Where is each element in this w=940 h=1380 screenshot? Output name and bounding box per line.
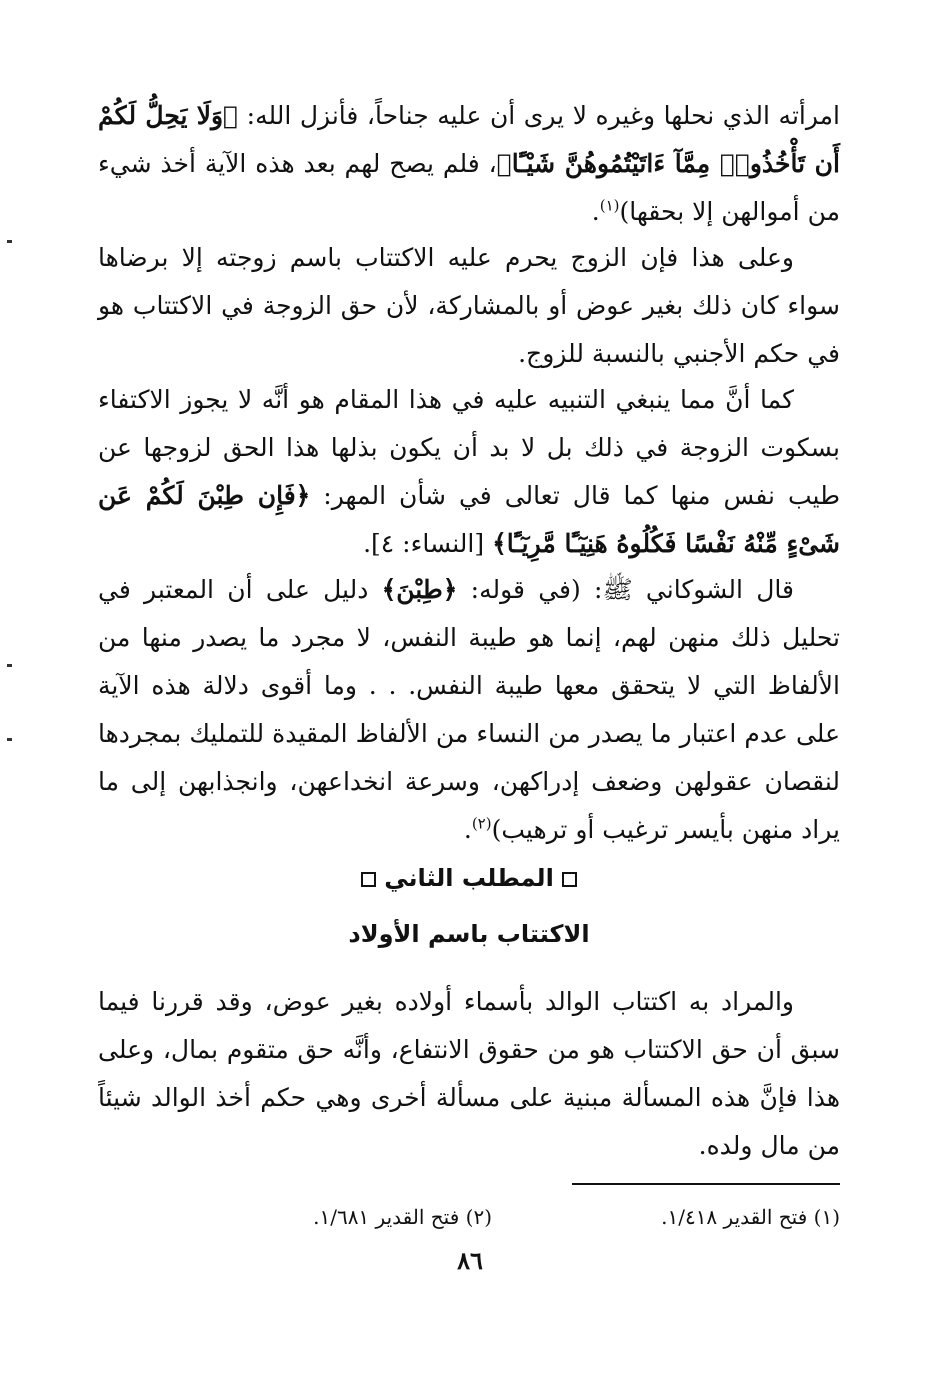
margin-mark <box>7 738 12 741</box>
paragraph-1-text-cont: ، فلم يصح لهم بعد هذه الآية أخذ شيء من أموالهن إلا بحقها) <box>98 149 840 226</box>
paragraph-1-text: امرأته الذي نحلها وغيره لا يرى أن عليه جناحاً، فأنزل الله: <box>238 101 840 130</box>
quran-verse: ﴿فَإِن طِبْنَ لَكُمْ عَن شَىْءٍ مِّنْهُ نَفْسًا فَكُلُوهُ هَنِيٓـًٔا مَّرِيٓـًٔا﴾ <box>98 481 840 558</box>
section-heading <box>98 858 840 898</box>
footnote-ref-2: (٢) <box>471 814 492 833</box>
paragraph-4-text-cont: دليل على أن المعتبر في تحليل ذلك منهن لهم، إنما هو طيبة النفس، لا مجرد ما يصدر منها من الألفاظ التي لا يتحقق معها طيبة النفس. . . وما أقوى دلالة هذه الآية على عدم اعتبار ما يصدر من النساء من الألفاظ المقيدة للتمليك بمجردها لنقصان عقولهن وضعف إدراكهن، وسرعة انخداعهن، وانجذابهن إلى ما يراد منهن بأيسر ترغيب أو ترهيب) <box>98 575 840 844</box>
box-marker-icon <box>562 872 577 887</box>
footnote-divider <box>572 1183 840 1185</box>
footnote-2: (٢) فتح القدير ١/٦٨١. <box>313 1205 492 1229</box>
paragraph-5-text: والمراد به اكتتاب الوالد بأسماء أولاده بغير عوض، وقد قررنا فيما سبق أن حق الاكتتاب هو من حقوق الانتفاع، وأنَّه حق متقوم بمال، وعلى هذا فإنَّ هذه المسألة مبنية على مسألة أخرى وهي حكم أخذ الوالد شيئاً من مال ولده. <box>98 987 840 1160</box>
paragraph-3-text: كما أنَّ مما ينبغي التنبيه عليه في هذا المقام هو أنَّه لا يجوز الاكتفاء بسكوت الزوجة في ذلك بل لا بد أن يكون بذلها هذا الحق لزوجها عن طيب نفس منها كما قال تعالى في شأن المهر: <box>98 385 840 510</box>
paragraph-3 <box>98 376 840 568</box>
paragraph-2 <box>98 234 840 378</box>
paragraph-4 <box>98 566 840 854</box>
paragraph-2-text: وعلى هذا فإن الزوج يحرم عليه الاكتتاب باسم زوجته إلا برضاها سواء كان ذلك بغير عوض أو بالمشاركة، لأن حق الزوجة في الاكتتاب هو في حكم الأجنبي بالنسبة للزوج. <box>98 243 840 368</box>
paragraph-4-end: . <box>463 815 472 844</box>
paragraph-1-end: . <box>591 197 600 226</box>
margin-mark <box>7 664 12 667</box>
quran-word: ﴿طِبْنَ﴾ <box>381 575 458 604</box>
box-marker-icon <box>361 872 376 887</box>
footnote-1: (١) فتح القدير ١/٤١٨. <box>661 1205 840 1229</box>
page-number: ٨٦ <box>457 1246 483 1275</box>
section-heading-text: المطلب الثاني <box>384 864 554 892</box>
paragraph-5 <box>98 978 840 1170</box>
margin-mark <box>7 240 12 243</box>
quran-verse: ﴿وَلَا يَحِلُّ لَكُمْ أَن تَأْخُذُوا۟ مِمَّآ ءَاتَيْتُمُوهُنَّ شَيْـًٔا﴾ <box>98 101 840 178</box>
paragraph-1 <box>98 92 840 236</box>
footnote-ref-1: (١) <box>599 196 620 215</box>
paragraph-4-text: قال الشوكاني ﷺ: (في قوله: <box>457 575 794 604</box>
section-title: الاكتتاب باسم الأولاد <box>348 920 590 948</box>
paragraph-3-citation: [النساء: ٤]. <box>363 529 493 558</box>
